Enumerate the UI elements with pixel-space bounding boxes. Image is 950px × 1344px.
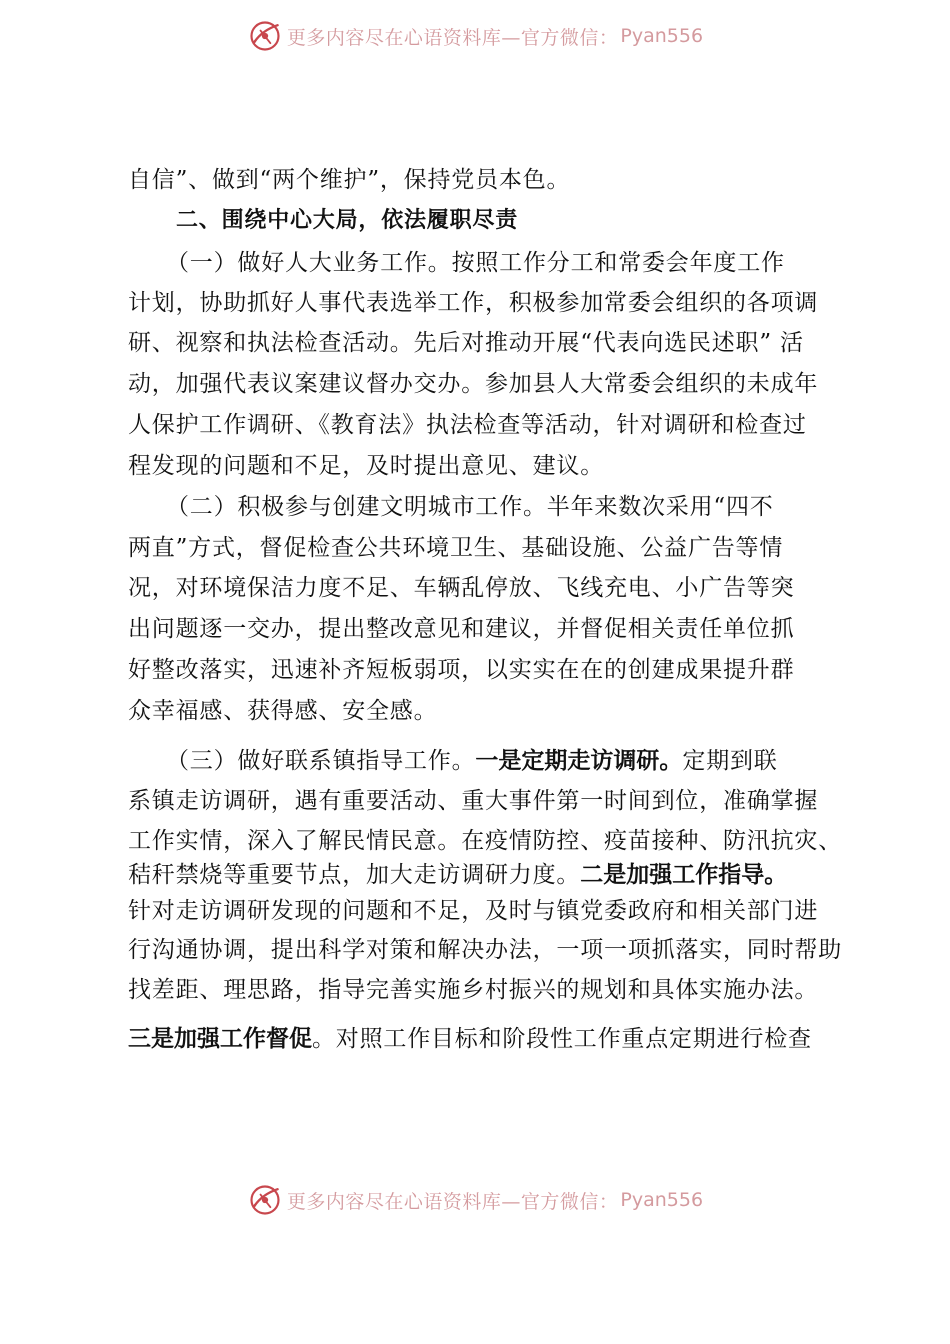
bold-phrase: 二是加强工作指导。 — [580, 862, 788, 888]
watermark-wechat-id: Pyan556 — [620, 1189, 704, 1211]
body-line — [128, 1024, 812, 1054]
watermark-text: 更多内容尽在心语资料库—官方微信： — [286, 1190, 619, 1213]
body-line: 动，加强代表议案建议督办交办。参加县人大常委会组织的未成年 — [128, 371, 819, 397]
watermark-text: 更多内容尽在心语资料库—官方微信： — [286, 26, 619, 49]
bold-phrase: 三是加强工作督促 — [128, 1026, 312, 1052]
body-line: 研、视察和执法检查活动。先后对推动开展“代表向选民述职” 活 — [128, 330, 804, 356]
footer-watermark — [0, 1180, 950, 1220]
body-line: 工作实情，深入了解民情民意。在疫情防控、疫苗接种、防汛抗灾、 — [128, 828, 842, 854]
seal-logo-icon — [247, 18, 283, 54]
body-text: 秸秆禁烧等重要节点，加大走访调研力度。 — [128, 862, 581, 888]
body-text: 定期到联 — [682, 748, 778, 774]
body-line: 程发现的问题和不足，及时提出意见、建议。 — [128, 453, 604, 479]
seal-logo-icon — [247, 1182, 283, 1218]
body-line: 况，对环境保洁力度不足、车辆乱停放、飞线充电、小广告等突 — [128, 575, 795, 601]
body-line: 自信”、做到“两个维护”，保持党员本色。 — [128, 167, 571, 193]
body-line: 好整改落实，迅速补齐短板弱项，以实实在在的创建成果提升群 — [128, 657, 795, 683]
body-line: 找差距、理思路，指导完善实施乡村振兴的规划和具体实施办法。 — [128, 977, 819, 1003]
body-line: 针对走访调研发现的问题和不足，及时与镇党委政府和相关部门进 — [128, 898, 819, 924]
body-line: 行沟通协调，提出科学对策和解决办法，一项一项抓落实，同时帮助 — [128, 937, 842, 963]
body-text: 。对照工作目标和阶段性工作重点定期进行检查 — [312, 1026, 812, 1052]
watermark-wechat-id: Pyan556 — [620, 25, 704, 47]
body-line: （二）积极参与创建文明城市工作。半年来数次采用“四不 — [166, 494, 774, 520]
body-line: 计划，协助抓好人事代表选举工作，积极参加常委会组织的各项调 — [128, 290, 819, 316]
body-line: 出问题逐一交办，提出整改意见和建议，并督促相关责任单位抓 — [128, 616, 795, 642]
body-line — [128, 860, 787, 890]
header-watermark — [0, 16, 950, 56]
body-text: （三）做好联系镇指导工作。 — [166, 748, 476, 774]
body-line — [166, 746, 778, 776]
body-line: 人保护工作调研、《教育法》执法检查等活动，针对调研和检查过 — [128, 412, 807, 438]
body-line: 众幸福感、获得感、安全感。 — [128, 698, 438, 724]
bold-phrase: 一是定期走访调研。 — [475, 748, 683, 774]
body-line: 系镇走访调研，遇有重要活动、重大事件第一时间到位，准确掌握 — [128, 788, 819, 814]
body-line: （一）做好人大业务工作。按照工作分工和常委会年度工作 — [166, 250, 785, 276]
section-heading: 二、围绕中心大局，依法履职尽责 — [176, 208, 519, 233]
body-line: 两直”方式，督促检查公共环境卫生、基础设施、公益广告等情 — [128, 535, 784, 561]
